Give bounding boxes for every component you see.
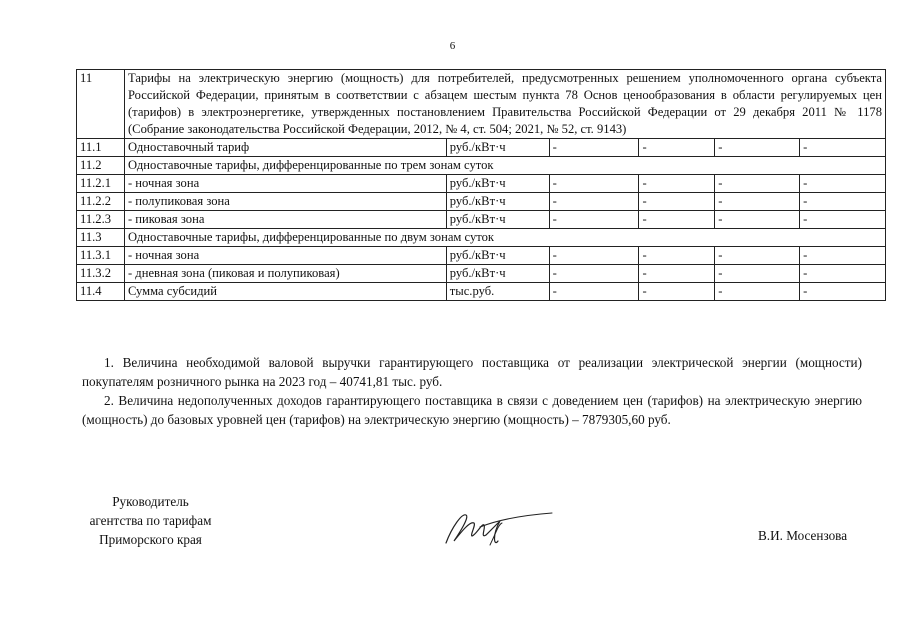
row-value: - [639,283,715,301]
signatory-title-line-2: агентства по тарифам [89,513,212,528]
row-value: - [549,265,639,283]
row-value: - [800,139,886,157]
note-2: 2. Величина недополученных доходов гарантирующего поставщика в связи с доведением цен (тарифов) на электрическую энергию (мощность) до базовых уровней цен (тарифов) на электрическую энергию (мощность) – 7879305,60 руб. [82,393,862,427]
row-value: - [715,139,800,157]
row-number: 11.2.2 [77,193,125,211]
row-number: 11.3.1 [77,247,125,265]
table-row [77,265,886,283]
row-value: - [639,175,715,193]
row-number: 11.2.1 [77,175,125,193]
row-name: - ночная зона [124,175,446,193]
row-name: - полупиковая зона [124,193,446,211]
row-value: - [549,247,639,265]
row-name: Одноставочный тариф [124,139,446,157]
row-unit: тыс.руб. [446,283,549,301]
row-unit: руб./кВт·ч [446,175,549,193]
row-value: - [549,193,639,211]
table-row [77,247,886,265]
row-value: - [549,139,639,157]
signatory-name: В.И. Мосензова [758,528,848,543]
row-unit: руб./кВт·ч [446,265,549,283]
row-name: - пиковая зона [124,211,446,229]
row-value: - [549,211,639,229]
row-value: - [639,211,715,229]
row-value: - [715,175,800,193]
notes [82,353,862,429]
row-value: - [800,211,886,229]
table-row [77,193,886,211]
row-number: 11.2 [77,157,125,175]
row-number: 11.2.3 [77,211,125,229]
row-value: - [639,265,715,283]
row-value: - [549,175,639,193]
row-unit: руб./кВт·ч [446,193,549,211]
signatory-title-line-1: Руководитель [112,494,189,509]
row-name: - дневная зона (пиковая и полупиковая) [124,265,446,283]
note-1: 1. Величина необходимой валовой выручки гарантирующего поставщика от реализации электрической энергии (мощности) покупателям розничного рынка на 2023 год – 40741,81 тыс. руб. [82,355,862,389]
row-value: - [800,193,886,211]
row-value: - [715,193,800,211]
row-value: - [715,211,800,229]
row-number: 11 [77,70,125,139]
row-value: - [800,247,886,265]
row-value: - [800,175,886,193]
row-number: 11.4 [77,283,125,301]
row-number: 11.3 [77,229,125,247]
row-value: - [639,247,715,265]
row-value: - [800,265,886,283]
row-number: 11.1 [77,139,125,157]
table-row [77,283,886,301]
row-unit: руб./кВт·ч [446,247,549,265]
signatory-title-line-3: Приморского края [99,532,202,547]
row-value: - [800,283,886,301]
table-row [77,157,886,175]
row-number: 11.3.2 [77,265,125,283]
row-name: - ночная зона [124,247,446,265]
section-title: Тарифы на электрическую энергию (мощность) для потребителей, предусмотренных решением уполномоченного органа субъекта Российской Федерации, принятым в соответствии с абзацем шестым пункта 78 Основ ценообразования в области регулируемых цен (тарифов) в электроэнергетике, утвержденных постановлением Правительства Российской Федерации от 29 декабря 2011 № 1178 (Собрание законодательства Российской Федерации, 2012, № 4, ст. 504; 2021, № 52, ст. 9143) [124,70,885,139]
handwritten-signature [440,505,560,550]
table-row [77,139,886,157]
table-row [77,175,886,193]
table-row [77,211,886,229]
page-number: 6 [449,40,456,52]
section-title: Одноставочные тарифы, дифференцированные по трем зонам суток [124,157,885,175]
row-value: - [715,283,800,301]
signatory-title [58,492,243,549]
row-value: - [549,283,639,301]
table-row [77,229,886,247]
section-title: Одноставочные тарифы, дифференцированные по двум зонам суток [124,229,885,247]
row-value: - [639,193,715,211]
row-unit: руб./кВт·ч [446,211,549,229]
row-unit: руб./кВт·ч [446,139,549,157]
row-value: - [715,247,800,265]
row-value: - [715,265,800,283]
table-row [77,70,886,139]
row-value: - [639,139,715,157]
tariff-table [76,69,886,301]
row-name: Сумма субсидий [124,283,446,301]
